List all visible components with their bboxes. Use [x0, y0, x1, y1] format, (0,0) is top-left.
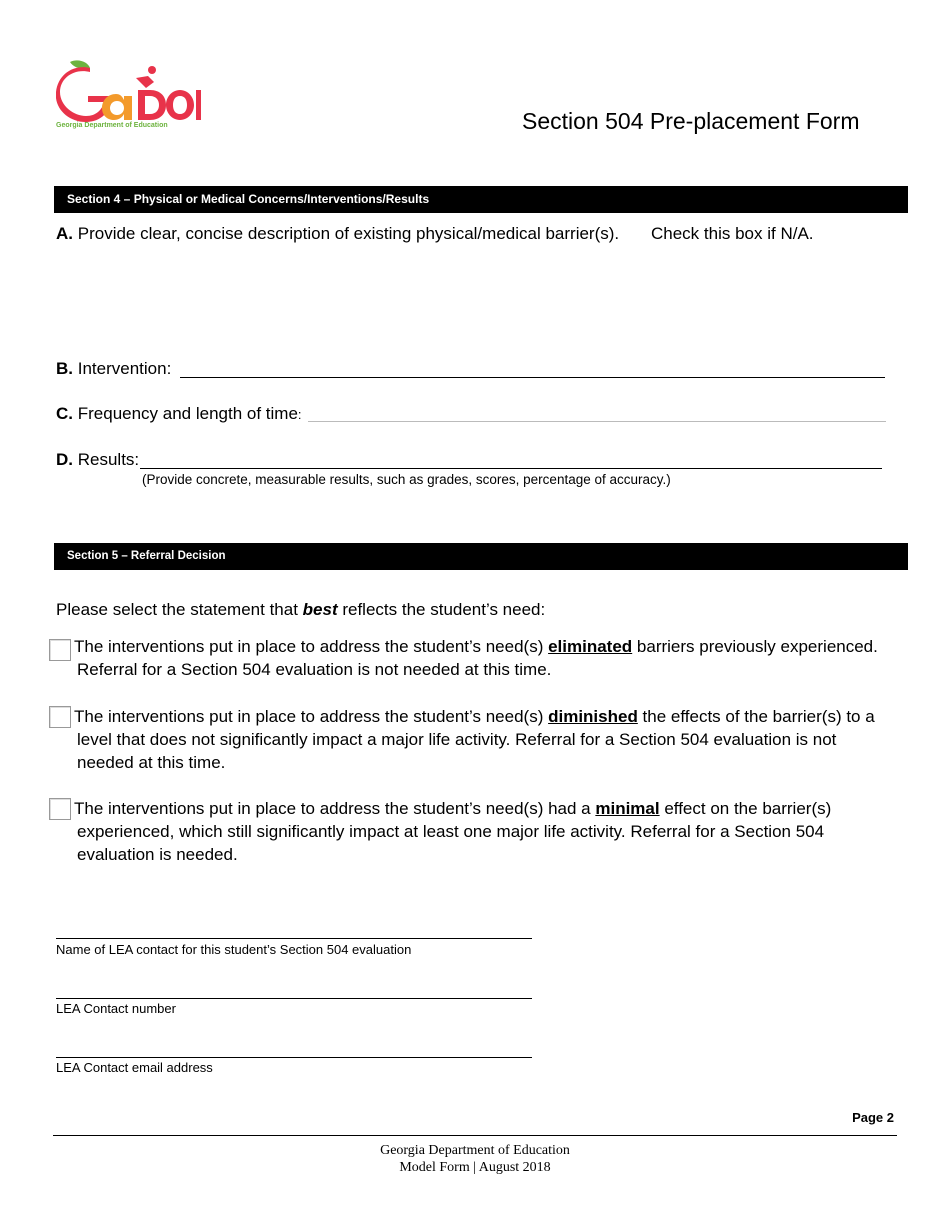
question-b-text: Intervention:: [77, 359, 172, 378]
question-a: [56, 224, 619, 244]
option-diminished-checkbox[interactable]: [49, 706, 71, 728]
option-text: The interventions put in place to address the student’s need(s): [74, 707, 549, 726]
option-text: effect on the barrier(s) experienced, which still significantly impact at least one major life activity. Referral for a Section 504 evaluation is needed.: [77, 799, 832, 864]
lea-contact-email-label: LEA Contact email address: [56, 1060, 213, 1075]
results-field[interactable]: [140, 451, 882, 469]
gadoe-logo: [56, 60, 201, 135]
option-eliminated: [74, 635, 897, 681]
question-b-label: B.: [56, 359, 73, 378]
intro-emphasis: best: [302, 600, 338, 619]
option-keyword: eliminated: [548, 637, 633, 656]
logo-caption: Georgia Department of Education: [56, 122, 168, 129]
intervention-field[interactable]: [180, 360, 885, 378]
form-title: Section 504 Pre-placement Form: [522, 108, 860, 134]
option-keyword: diminished: [548, 707, 638, 726]
lea-contact-name-label: Name of LEA contact for this student’s Section 504 evaluation: [56, 942, 412, 957]
question-c-colon: :: [297, 407, 302, 422]
option-eliminated-checkbox[interactable]: [49, 639, 71, 661]
section5-header: Section 5 – Referral Decision: [54, 543, 908, 570]
option-text: The interventions put in place to address the student’s need(s): [74, 637, 549, 656]
page-number: Page 2: [852, 1110, 894, 1125]
question-c-label: C.: [56, 404, 73, 423]
option-text: the effects of the barrier(s) to a level that does not significantly impact a major life activity. Referral for a Section 504 evaluation is not needed at this time.: [77, 707, 875, 772]
option-minimal: [74, 797, 897, 866]
lea-contact-number-label: LEA Contact number: [56, 1001, 176, 1016]
frequency-field[interactable]: [308, 405, 886, 422]
option-minimal-checkbox[interactable]: [49, 798, 71, 820]
referral-intro: [56, 600, 545, 620]
question-d: [56, 450, 139, 470]
option-text: The interventions put in place to address the student’s need(s) had a: [74, 799, 596, 818]
intro-text-after: reflects the student’s need:: [337, 600, 546, 619]
lea-contact-number-field[interactable]: [56, 982, 532, 999]
na-checkbox-label[interactable]: Check this box if N/A.: [651, 224, 814, 243]
section4-header: Section 4 – Physical or Medical Concerns/Interventions/Results: [54, 186, 908, 213]
footer-divider: [53, 1135, 897, 1136]
question-a-label: A.: [56, 224, 73, 243]
question-c-text: Frequency and length of time: [77, 404, 298, 423]
lea-contact-name-field[interactable]: [56, 922, 532, 939]
question-d-label: D.: [56, 450, 73, 469]
question-b: [56, 359, 171, 379]
lea-contact-email-field[interactable]: [56, 1041, 532, 1058]
question-d-text: Results:: [77, 450, 140, 469]
option-keyword: minimal: [595, 799, 660, 818]
option-diminished: [74, 705, 897, 774]
question-a-text: Provide clear, concise description of existing physical/medical barrier(s).: [77, 224, 620, 243]
intro-text-before: Please select the statement that: [56, 600, 303, 619]
footer-org: Georgia Department of Education: [380, 1143, 570, 1158]
question-c: [56, 404, 302, 424]
footer-model: Model Form | August 2018: [399, 1160, 551, 1175]
barrier-description-field[interactable]: [56, 250, 900, 344]
results-hint: (Provide concrete, measurable results, such as grades, scores, percentage of accuracy.): [142, 472, 671, 487]
option-text: barriers previously experienced. Referral for a Section 504 evaluation is not needed at this time.: [77, 637, 878, 679]
